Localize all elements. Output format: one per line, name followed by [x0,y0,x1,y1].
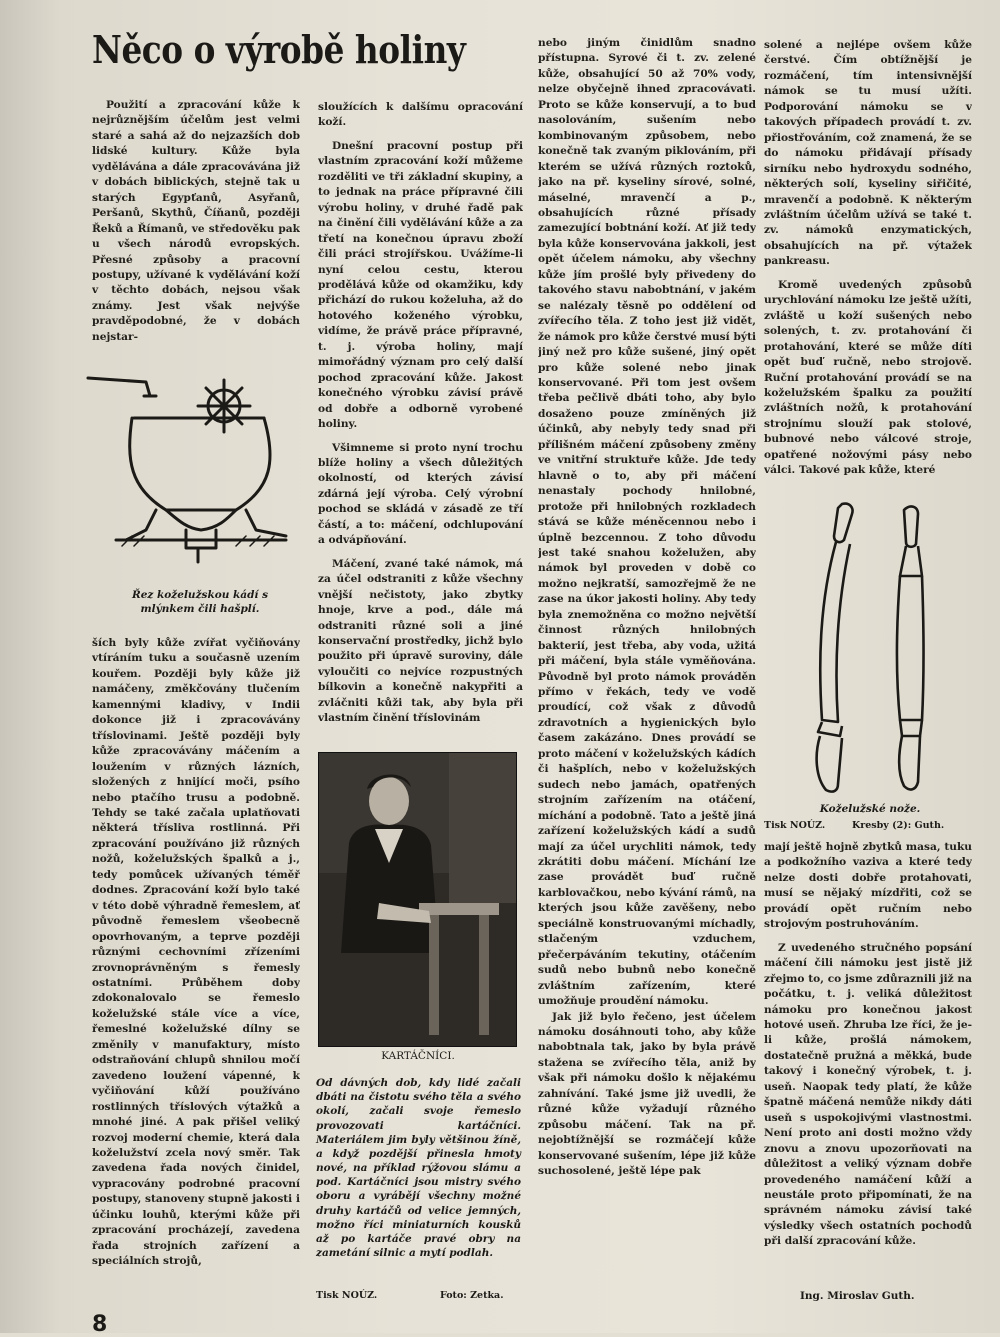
knives-caption: Koželužské nože. [819,803,921,815]
paragraph: mají ještě hojně zbytků masa, tuku a podkožního vaziva a které tedy nelze dosti dobře protahovati, musí se nějaký mízdřiti, což se provádí opět ručním nebo strojovým postruhováním. [764,841,972,931]
brushmakers-photo [318,752,517,1047]
paragraph: Dnešní pracovní postup při vlastním zpracování koží můžeme rozděliti ve tři základní skupiny, a to jednak na práce přípravné čili výrobu holiny, v druhé řadě pak na činění čili vydělávání kůže a za třetí na konečnou úpravu zboží čili práci strojířskou. Uvážíme-li nyní celou cestu, kterou prodělává kůže od okamžiku, kdy přichází do rukou koželuha, až do hotového koženého výrobku, vidíme, že právě práce přípravné, t. j. výroba holiny, mají mimořádný význam pro celý další pochod zpracování kůže. Jakost konečného výrobku závisí právě od dobře a odborně vyrobené holiny. [318,139,523,431]
author: Ing. Miroslav Guth. [800,1290,915,1302]
paragraph: Všimneme si proto nyní trochu blíže holiny a všech důležitých okolností, od kterých závisí zdárná její výroba. Celý výrobní pochod se skládá v zásadě ze tří částí, a to: máčení, odchlupování a odvápňování. [318,441,523,547]
photo-caption: Od dávných dob, kdy lidé začali dbáti na čistotu svého těla a svého okolí, začali svoje řemeslo provozovati kartáčníci. Materiálem jim byly většinou žíně, a když pozdější přinesla hmoty nové, na příklad rýžovou slámu a pod. Kartáčníci jsou mistry svého oboru a vyrábějí všechny možné druhy kartáčů od velice jemných, možno říci miniaturních kousků až po kartáče pravé obry na zametání silnic a mytí podlah. [316,1077,521,1260]
knives-credit-right: Kresby (2): Guth. [852,820,945,831]
photo-credit-left: Tisk NOÚZ. [316,1290,378,1301]
paragraph: solené a nejlépe ovšem kůže čerstvé. Čím obtížnější je rozmáčení, tím intensivnější námok se tu musí užíti. Podporování námoku se v takových případech provádí t. zv. přiostřováním, což znamená, že se do námoku přidávají přísady sirníku nebo hydroxydu sodného, některých solí, kyseliny siřičité, mravenčí a podobně. K některým zvláštním účelům užívá se také t. zv. námoků enzymatických, obsahujících na př. výtažek pankreasu. [764,39,972,268]
article-title: Něco o výrobě holiny [92,27,466,72]
photo-caption-title: KARTÁČNÍCI. [381,1050,455,1062]
column-1-top [92,98,300,370]
tanning-tub-illustration [86,370,306,565]
paragraph: ších byly kůže zvířat vyčiňovány vtíráním tuku a současně uzením kouřem. Později byly kůže již namáčeny, změkčovány tlučením kamennými kladivy, v Indii dokonce již i zpracovávány tříslovinami. Ještě později byly kůže zpracovávány máčením a loužením v různých lázních, složených z hnijící moči, psího nebo ptačího trusu a podobně. Tehdy se také začala uplatňovati některá třísliva rostlinná. Při zpracování používáno již různých nožů, koželužských špalků a j., tedy pomůcek užívaných téměř dodnes. Zpracování koží bylo také v této době výhradně řemeslem, ať původně řemeslem všeobecně opovrhovaným, a teprve později různými cechovními zřízeními zrovnoprávněným s řemesly ostatními. Průběhem doby zdokonalovalo se řemeslo koželužské stále více a více, řemeslné koželužské dílny se změnily v manufaktury, místo odstraňování chlupů shnilou močí zavedeno loužení vápenné, k vyčiňování kůží používáno rostlinných tříslových výtažků a mnohé jiné. A pak přišel veliký rozvoj moderní chemie, která dala koželužství zcela nový směr. Tak zavedena řada nových činidel, vypracovány podrobné pracovní postupy, stanoveny stupně jakosti i účinku louhů, kterými kůže při zpracování procházejí, zavedena řada strojních zařízení a speciálních strojů, [92,637,300,1268]
column-2-top [318,100,523,740]
column-1-bottom [92,636,300,1306]
paragraph: Použití a zpracování kůže k nejrůznějším účelům jest velmi staré a sahá až do nejzazších dob lidské kultury. Kůže byla vydělávána a dále zpracovávána již v dobách biblických, stejně tak u starých Egypťanů, Asyřanů, Peršanů, Skythů, Číňanů, později Řeků a Římanů, ve středověku pak u všech národů evropských. Přesné způsoby a pracovní postupy, užívané k vydělávání koží v těchto dobách, nejsou však známy. Jest však nejvýše pravděpodobné, že v dobách nejstar- [92,99,300,343]
photo-drawing [319,753,516,1046]
column-4-bottom [764,840,972,1280]
paragraph: Kromě uvedených způsobů urychlování námoku lze ještě užíti, zvláště u koží sušených nebo solených, t. zv. protahování či protahování, které se může díti opět buď ručně, nebo strojově. Ruční protahování provádí se na koželužském špalku za použití zvláštních nožů, k protahování strojnímu slouží pak stolové, bubnové nebo válcové stroje, opatřené nožovými pásy nebo válci. Takové pak kůže, které [764,278,972,477]
paragraph: sloužících k dalšímu opracování koží. [318,101,523,129]
knives-credit-left: Tisk NOÚZ. [764,820,826,831]
column-3 [538,36,756,1306]
paragraph: Jak již bylo řečeno, jest účelem námoku dosáhnouti toho, aby kůže nabobtnala tak, jako by byla právě stažena se zvířecího těla, aniž by však při námoku došlo k nějakému zahnívání. Také jsme již uvedli, že různé kůže vyžadují různého způsobu máčení. Tak na př. nejobtížnější se rozmáčejí kůže konservované sušením, lépe již kůže suchosolené, ještě lépe pak [538,1010,756,1178]
page-number: 8 [92,1312,108,1337]
paragraph: nebo jiným činidlům snadno přístupna. Syrové či t. zv. zelené kůže, obsahující 50 až 70% vody, nelze obyčejně ihned zpracovávati. Proto se kůže konservují, a to buď nasolováním, sušením nebo kombinovaným způsobem, nebo konečně tak zvaným piklováním, při kterém se užívá různých roztoků, jako na př. kyseliny sírové, solné, máselné, mravenčí a p., obsahujících různé přísady zamezující bobtnání koží. Ať již tedy byla kůže konservována jakkoli, jest opět účelem námoku, aby všechny kůže jím prošlé byly přivedeny do takového stavu nabobtnání, v jakém se nalézaly těsně po oddělení od zvířecího těla. Z toho jest již vidět, že námok pro kůže čerstvé musí býti jiný než pro kůže sušené, jiný opět pro kůže solené nebo jinak konservované. Při tom jest ovšem třeba pečlivě dbáti toho, aby bylo dosaženo pouze zmíněných již účinků, aby nebyly tedy snad při přílišném máčení způsobeny změny ve vnitřní struktuře kůže. Jde tedy hlavně o to, aby při máčení nenastaly pochody hnilobné, protože při hnilobných rozkladech stává se kůže méněcennou nebo i úplně bezcennou. Z toho důvodu jest také snahou koželužen, aby námok byl proveden v době co možno nejkratší, samozřejmě že ne zase na úkor jakosti holiny. Aby tedy byla znemožněna co možno největší činnost různých hnilobných bakterií, jest třeba, aby voda, užitá při máčení, byla stále vyměňována. Původně byl proto námok prováděn přímo v řekách, tedy ve vodě proudící, což však z důvodů zdravotních a hygienických bylo časem zakázáno. Dnes provádí se proto máčení v koželužských kádích či hašplích, nebo v koželužských sudech nebo jamách, opatřených strojním zařízením na otáčení, míchání a podobně. Tato a ještě jiná zařízení koželužských kádí a sudů mají za účel urychliti námok, tedy zkrátiti dobu máčení. Míchání lze zase provádět buď ručně karblovačkou, nebo kývání rámů, na kterých jsou kůže zavěšeny, nebo speciálně konstruovanými míchadly, stlačeným vzduchem, přečerpáváním tekutiny, otáčením sudů nebo bubnů nebo konečně zvláštním zařízením, které umožňuje proudění námoku. [538,37,756,1008]
tub-caption: Řez koželužskou kádí s mlýnkem čili hašplí. [132,589,268,616]
photo-credit-right: Foto: Zetka. [440,1290,504,1301]
paragraph: Máčení, zvané také námok, má za účel odstraniti z kůže všechny vnější nečistoty, jako zbytky hnoje, krve a pod., dále má odstraniti různé soli a jiné konservační prostředky, jichž bylo použito při úpravě suroviny, dále vyloučiti co nejvíce rozpustných bílkovin a konečně nakypřiti a zvláčniti kůži tak, aby byla při vlastním činění tříslovinám [318,557,523,725]
column-4-top [764,38,972,490]
paragraph: Z uvedeného stručného popsání máčení čili námoku jest jistě již zřejmo to, co jsme zdůraznili již na počátku, t. j. veliká důležitost námoku pro konečnou jakost hotové useň. Zhruba lze říci, že je-li kůže, prošlá námokem, dostatečně pružná a měkká, bude takový i konečný výrobek, t. j. useň. Naopak tedy platí, že kůže špatně máčená nemůže nikdy dáti useň s uspokojivými vlastnostmi. Není proto ani dosti možno vždy znovu a znovu upozorňovati na důležitost a veliký význam dobře provedeného namáčení kůží a neustále proto připomínati, že na správném námoku závisí také výsledky všech ostatních pochodů při další zpracování kůže. [764,941,972,1248]
tanning-knives-illustration [790,500,970,800]
